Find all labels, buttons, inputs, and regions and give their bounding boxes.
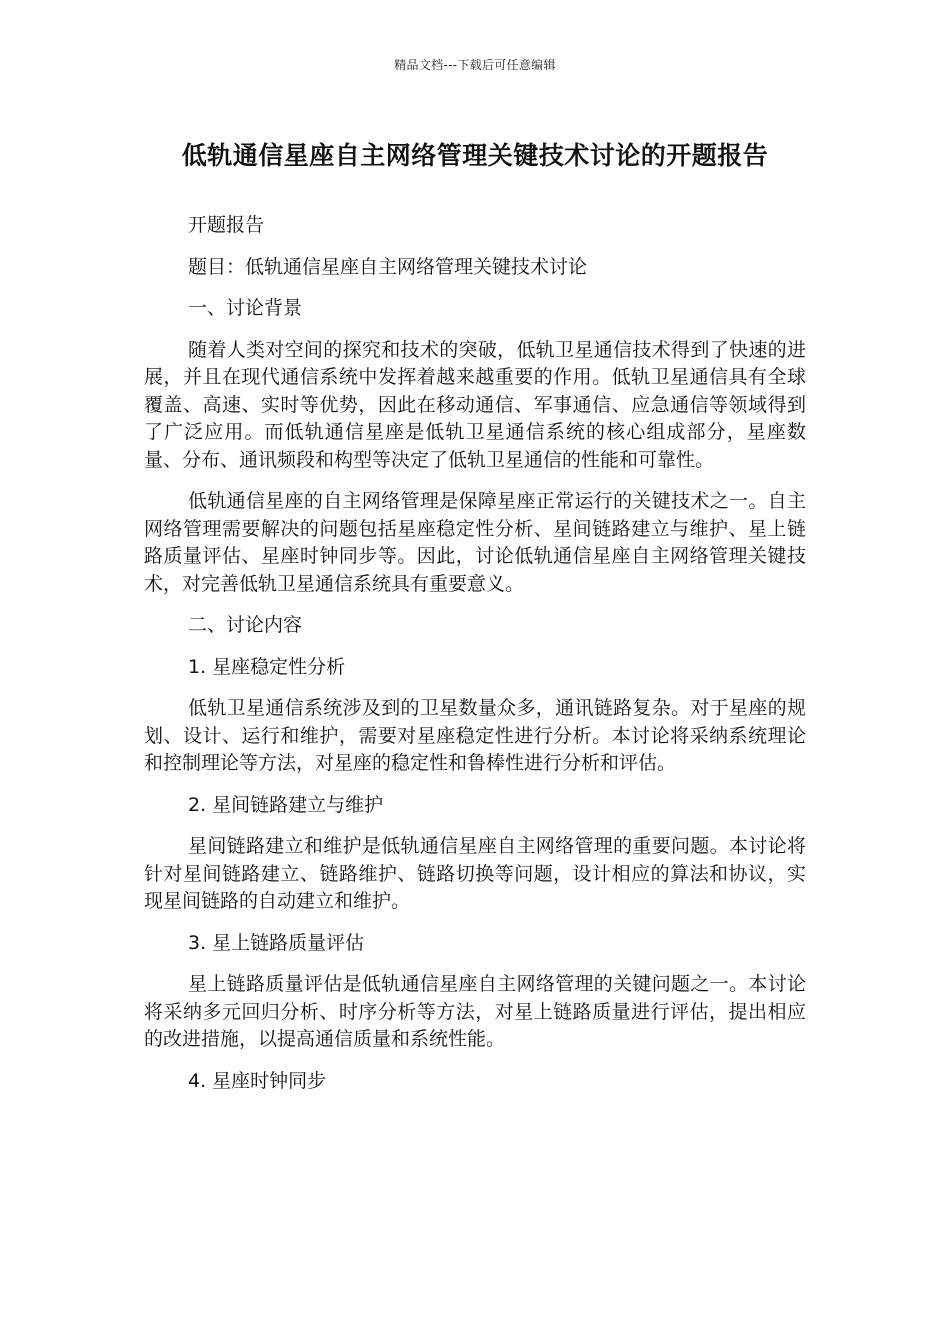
section-heading-background: 一、讨论背景 — [188, 297, 303, 319]
subsection-heading-link-quality: 3. 星上链路质量评估 — [188, 931, 365, 954]
background-paragraph: 低轨通信星座的自主网络管理是保障星座正常运行的关键技术之一。自主网络管理需要解决的问题包括星座稳定性分析、星间链路建立与维护、星上链路质量评估、星座时钟同步等。因此，讨论低轨通信星座自主网络管理关键技术，对完善低轨卫星通信系统具有重要意义。 — [144, 490, 806, 595]
subsection-heading-clock-sync: 4. 星座时钟同步 — [188, 1069, 327, 1092]
background-paragraph: 随着人类对空间的探究和技术的突破，低轨卫星通信技术得到了快速的进展，并且在现代通信系统中发挥着越来越重要的作用。低轨卫星通信具有全球覆盖、高速、实时等优势，因此在移动通信、军事通信、应急通信等领域得到了广泛应用。而低轨通信星座是低轨卫星通信系统的核心组成部分，星座数量、分布、通讯频段和构型等决定了低轨卫星通信的性能和可靠性。 — [144, 338, 806, 471]
subsection-paragraph-link-quality: 星上链路质量评估是低轨通信星座自主网络管理的关键问题之一。本讨论将采纳多元回归分析、时序分析等方法，对星上链路质量进行评估，提出相应的改进措施，以提高通信质量和系统性能。 — [144, 973, 806, 1050]
subsection-heading-intersatellite-link: 2. 星间链路建立与维护 — [188, 793, 384, 816]
section-heading-content: 二、讨论内容 — [188, 614, 303, 636]
report-label: 开题报告 — [188, 214, 265, 236]
page-header-watermark: 精品文档---下载后可任意编辑 — [394, 58, 556, 72]
report-topic: 题目：低轨通信星座自主网络管理关键技术讨论 — [188, 255, 588, 278]
subsection-paragraph-stability: 低轨卫星通信系统涉及到的卫星数量众多，通讯链路复杂。对于星座的规划、设计、运行和维护，需要对星座稳定性进行分析。本讨论将采纳系统理论和控制理论等方法，对星座的稳定性和鲁棒性进行分析和评估。 — [144, 697, 806, 774]
subsection-paragraph-intersatellite-link: 星间链路建立和维护是低轨通信星座自主网络管理的重要问题。本讨论将针对星间链路建立、链路维护、链路切换等问题，设计相应的算法和协议，实现星间链路的自动建立和维护。 — [144, 835, 806, 912]
document-title: 低轨通信星座自主网络管理关键技术讨论的开题报告 — [181, 141, 769, 170]
subsection-heading-stability: 1. 星座稳定性分析 — [188, 655, 346, 678]
document-body — [144, 212, 806, 1109]
